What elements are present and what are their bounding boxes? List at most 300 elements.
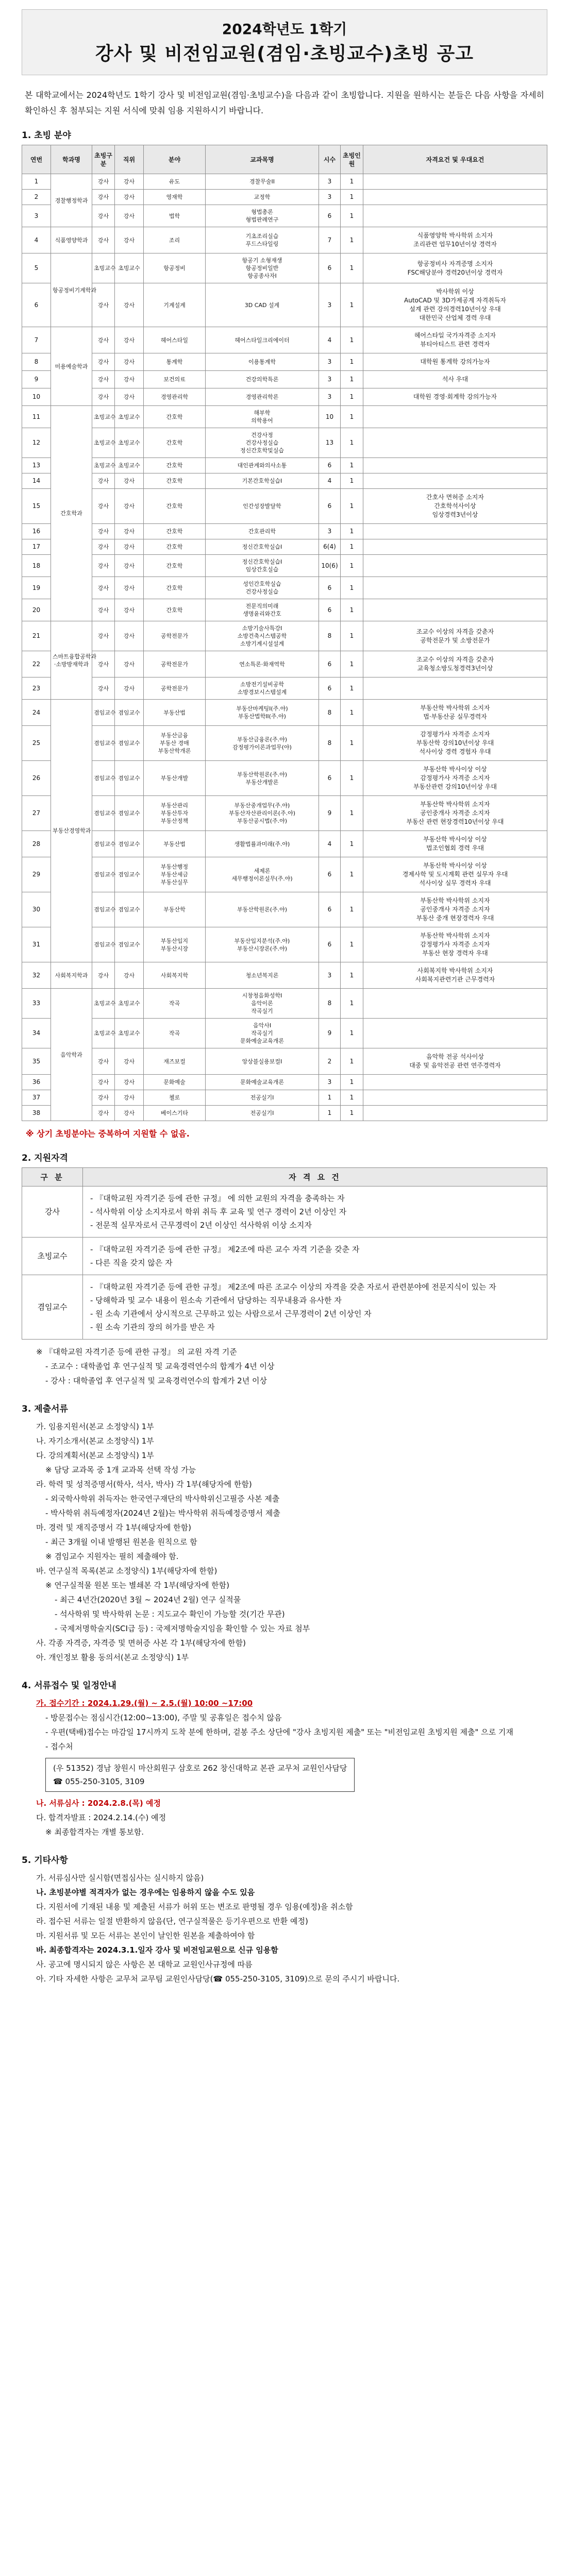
position-row — [22, 621, 547, 651]
position-no: 25 — [22, 726, 51, 761]
position-hours: 3 — [319, 371, 341, 388]
position-type: 강사 — [92, 524, 115, 539]
eligibility-type: 초빙교수 — [22, 1238, 83, 1275]
position-count: 1 — [341, 428, 363, 458]
position-hours: 3 — [319, 174, 341, 190]
position-hours: 3 — [319, 962, 341, 989]
position-row — [22, 190, 547, 205]
position-type: 초빙교수 — [92, 406, 115, 428]
position-rank: 강사 — [115, 1048, 144, 1075]
position-qualification — [363, 174, 547, 190]
document-item: 아. 개인정보 활용 동의서(본교 소정양식) 1부 — [36, 1653, 189, 1662]
position-type: 강사 — [92, 473, 115, 489]
col-position: 직위 — [115, 145, 144, 174]
eligibility-note: - 강사 : 대학졸업 후 연구실적 및 교육경력연수의 합계가 2년 이상 — [45, 1376, 267, 1385]
position-no: 3 — [22, 205, 51, 227]
position-field: 부동산관리 부동산투자 부동산정책 — [144, 796, 206, 831]
position-type: 강사 — [92, 651, 115, 677]
positions-body — [22, 174, 547, 1121]
etc-item: 아. 기타 자세한 사항은 교무처 교무팀 교원인사담당(☎ 055-250-3105, 3109)으로 문의 주시기 바랍니다. — [36, 1974, 400, 1984]
position-hours: 4 — [319, 473, 341, 489]
position-no: 19 — [22, 577, 51, 599]
position-subject: 경찰무술II — [206, 174, 319, 190]
position-no: 20 — [22, 599, 51, 621]
etc-item: 사. 공고에 명시되지 않은 사항은 본 대학교 교원인사규정에 따름 — [36, 1960, 253, 1969]
position-qualification — [363, 1019, 547, 1048]
position-row — [22, 796, 547, 831]
position-row — [22, 1106, 547, 1121]
position-no: 35 — [22, 1048, 51, 1075]
document-item: - 최근 3개월 이내 발행된 원본을 원칙으로 함 — [45, 1537, 197, 1547]
position-rank: 강사 — [115, 353, 144, 371]
position-hours: 1 — [319, 1090, 341, 1106]
position-field: 간호학 — [144, 599, 206, 621]
position-qualification: 부동산학 박사이상 이상 감정평가사 자격증 소지자 부동산관련 강의10년이상 우대 — [363, 761, 547, 796]
position-field: 부동산입지 부동산시장 — [144, 927, 206, 962]
position-qualification — [363, 428, 547, 458]
phone-text: ☎ 055-250-3105, 3109 — [53, 1777, 145, 1786]
position-no: 21 — [22, 621, 51, 651]
schedule-after-items — [27, 1796, 542, 1839]
col-subject: 교과목명 — [206, 145, 319, 174]
position-row — [22, 458, 547, 473]
position-dept: 식품영양학과 — [51, 227, 92, 253]
position-row — [22, 283, 547, 327]
position-field: 부동산금융 부동산 경매 부동산학개론 — [144, 726, 206, 761]
position-count: 1 — [341, 539, 363, 555]
position-row — [22, 174, 547, 190]
position-qualification — [363, 989, 547, 1019]
position-hours: 6 — [319, 489, 341, 524]
position-subject: 부동산입지분석(주.야) 부동산시장론(주.야) — [206, 927, 319, 962]
position-field: 베이스기타 — [144, 1106, 206, 1121]
eligibility-type: 강사 — [22, 1187, 83, 1238]
eligibility-line: - 『대학교원 자격기준 등에 관한 규정』 에 의한 교원의 자격을 충족하는 자 — [90, 1194, 345, 1203]
etc-item: 나. 초빙분야별 적격자가 없는 경우에는 임용하지 않을 수도 있음 — [36, 1888, 255, 1897]
eligibility-col-type: 구 분 — [22, 1168, 83, 1187]
eligibility-row — [22, 1187, 547, 1238]
position-field: 간호학 — [144, 473, 206, 489]
position-row — [22, 555, 547, 577]
position-qualification: 헤어스타일 국가자격증 소지자 뷰티아티스트 관련 경력자 — [363, 327, 547, 353]
document-item: 라. 학력 및 성적증명서(학사, 석사, 박사) 각 1부(해당자에 한함) — [36, 1480, 252, 1489]
position-qualification — [363, 1106, 547, 1121]
position-count: 1 — [341, 761, 363, 796]
document-item: ※ 연구실적물 원본 또는 별쇄본 각 1부(해당자에 한함) — [45, 1581, 229, 1590]
position-qualification: 부동산학 박사학위 소지자 공인중개사 자격증 소지자 부동산 중개 현장경력자 우대 — [363, 892, 547, 927]
position-subject: 이용통계학 — [206, 353, 319, 371]
eligibility-line: - 다른 직을 갖지 않은 자 — [90, 1258, 173, 1267]
position-hours: 6 — [319, 205, 341, 227]
position-field: 부동산법 — [144, 700, 206, 726]
position-hours: 6 — [319, 892, 341, 927]
position-count: 1 — [341, 892, 363, 927]
position-no: 17 — [22, 539, 51, 555]
eligibility-requirements — [83, 1238, 547, 1275]
position-type: 강사 — [92, 489, 115, 524]
position-subject: 전공실기I — [206, 1090, 319, 1106]
position-field: 문화예술 — [144, 1075, 206, 1090]
position-type: 강사 — [92, 962, 115, 989]
position-field: 간호학 — [144, 524, 206, 539]
position-rank: 강사 — [115, 599, 144, 621]
position-subject: 기초조리실습 푸드스타일링 — [206, 227, 319, 253]
position-qualification — [363, 599, 547, 621]
position-hours: 8 — [319, 726, 341, 761]
position-type: 겸임교수 — [92, 700, 115, 726]
position-hours: 6 — [319, 599, 341, 621]
position-count: 1 — [341, 227, 363, 253]
position-hours: 8 — [319, 621, 341, 651]
position-qualification: 대학원 통계학 강의가능자 — [363, 353, 547, 371]
position-subject: 부동산마케팅I(주.야) 부동산법학II(주.야) — [206, 700, 319, 726]
position-no: 34 — [22, 1019, 51, 1048]
position-hours: 8 — [319, 700, 341, 726]
position-rank: 겸임교수 — [115, 700, 144, 726]
eligibility-line: - 『대학교원 자격기준 등에 관한 규정』 제2조에 따른 교수 자격 기준을 갖춘 자 — [90, 1245, 360, 1254]
position-count: 1 — [341, 857, 363, 892]
position-subject: 대인관계와의사소통 — [206, 458, 319, 473]
position-row — [22, 353, 547, 371]
position-rank: 강사 — [115, 677, 144, 700]
position-field: 부동산행정 부동산세금 부동산실무 — [144, 857, 206, 892]
position-no: 15 — [22, 489, 51, 524]
position-row — [22, 539, 547, 555]
position-rank: 초빙교수 — [115, 1019, 144, 1048]
document-item: ※ 담당 교과목 중 1개 교과목 선택 작성 가능 — [45, 1465, 196, 1475]
position-field: 유도 — [144, 174, 206, 190]
position-rank: 강사 — [115, 1090, 144, 1106]
position-rank: 초빙교수 — [115, 458, 144, 473]
documents-list — [27, 1419, 542, 1665]
position-hours: 9 — [319, 1019, 341, 1048]
position-row — [22, 388, 547, 406]
position-subject: 형법총론 형법판례연구 — [206, 205, 319, 227]
position-type: 강사 — [92, 1090, 115, 1106]
position-type: 강사 — [92, 227, 115, 253]
position-subject: 3D CAD 설계 — [206, 283, 319, 327]
col-no: 연번 — [22, 145, 51, 174]
position-row — [22, 700, 547, 726]
position-hours: 6 — [319, 927, 341, 962]
position-rank: 강사 — [115, 962, 144, 989]
position-rank: 겸임교수 — [115, 857, 144, 892]
position-qualification: 석사 우대 — [363, 371, 547, 388]
address-text: (우 51352) 경남 창원시 마산회원구 삼호로 262 창신대학교 본관 교무처 교원인사담당 — [53, 1764, 347, 1773]
position-type: 강사 — [92, 621, 115, 651]
title-box — [22, 9, 547, 75]
position-qualification — [363, 190, 547, 205]
position-no: 18 — [22, 555, 51, 577]
col-dept: 학과명 — [51, 145, 92, 174]
schedule-item: - 우편(택배)접수는 마감일 17시까지 도착 분에 한하며, 겉봉 주소 상단에 "강사 초빙지원 제출" 또는 "비전임교원 초빙지원 제출" 으로 기재 — [45, 1727, 513, 1737]
position-qualification: 조교수 이상의 자격을 갖춘자 교육청소방도청경력3년이상 — [363, 651, 547, 677]
position-rank: 강사 — [115, 1075, 144, 1090]
col-hours: 시수 — [319, 145, 341, 174]
position-field: 첼로 — [144, 1090, 206, 1106]
position-rank: 강사 — [115, 227, 144, 253]
position-dept: 경찰행정학과 — [51, 174, 92, 227]
position-count: 1 — [341, 831, 363, 857]
position-subject: 인간성장발달학 — [206, 489, 319, 524]
position-row — [22, 1075, 547, 1090]
position-count: 1 — [341, 205, 363, 227]
position-subject: 헤어스타일크리에이터 — [206, 327, 319, 353]
schedule-after-item: 나. 서류심사 : 2024.2.8.(목) 예정 — [36, 1799, 161, 1808]
position-no: 26 — [22, 761, 51, 796]
position-row — [22, 406, 547, 428]
position-qualification — [363, 406, 547, 428]
position-row — [22, 205, 547, 227]
position-dept: 항공정비기계학과 — [51, 253, 92, 327]
position-count: 1 — [341, 489, 363, 524]
position-qualification: 음악학 전공 석사이상 대중 및 음악전공 관련 연주경력자 — [363, 1048, 547, 1075]
eligibility-col-req: 자 격 요 건 — [83, 1168, 547, 1187]
eligibility-line: - 당해학과 및 교수 내용이 원소속 기관에서 담당하는 직무내용과 유사한 자 — [90, 1296, 342, 1305]
position-qualification — [363, 524, 547, 539]
position-count: 1 — [341, 353, 363, 371]
position-rank: 강사 — [115, 388, 144, 406]
document-item: - 국제저명학술지(SCI급 등) : 국제저명학술지임을 확인할 수 있는 자료 첨부 — [55, 1624, 310, 1633]
eligibility-note: ※ 『대학교원 자격기준 등에 관한 규정』 의 교원 자격 기준 — [36, 1347, 237, 1357]
position-field: 보건의료 — [144, 371, 206, 388]
position-rank: 겸임교수 — [115, 892, 144, 927]
position-hours: 6 — [319, 677, 341, 700]
eligibility-table — [22, 1167, 547, 1340]
position-qualification: 부동산학 박사이상 이상 경제사학 및 도시계획 관련 실무자 우대 석사이상 실무 경력자 우대 — [363, 857, 547, 892]
position-subject: 경영관리학론 — [206, 388, 319, 406]
position-count: 1 — [341, 371, 363, 388]
position-hours: 3 — [319, 283, 341, 327]
document-item: ※ 겸임교수 지원자는 필히 제출해야 함. — [45, 1552, 179, 1561]
position-type: 강사 — [92, 283, 115, 327]
position-row — [22, 927, 547, 962]
position-qualification: 부동산학 박사학위 소지자 공인중개사 자격증 소지자 부동산 관련 현장경력10년이상 우대 — [363, 796, 547, 831]
position-hours: 3 — [319, 190, 341, 205]
application-period: 가. 접수기간 : 2024.1.29.(월) ~ 2.5.(월) 10:00 ~17:00 — [36, 1699, 253, 1708]
position-subject: 생활법률과미래(주.야) — [206, 831, 319, 857]
position-subject: 기본간호학실습I — [206, 473, 319, 489]
position-row — [22, 962, 547, 989]
position-rank: 강사 — [115, 174, 144, 190]
position-field: 경영관리학 — [144, 388, 206, 406]
position-subject: 음악사I 작곡실기 문화예술교육개론 — [206, 1019, 319, 1048]
position-no: 16 — [22, 524, 51, 539]
position-field: 헤어스타일 — [144, 327, 206, 353]
position-dept: 간호학과 — [51, 406, 92, 621]
position-row — [22, 892, 547, 927]
position-subject: 전공실기I — [206, 1106, 319, 1121]
positions-table — [22, 145, 547, 1121]
position-no: 29 — [22, 857, 51, 892]
etc-item: 바. 최종합격자는 2024.3.1.일자 강사 및 비전임교원으로 신규 임용함 — [36, 1945, 278, 1955]
section-schedule-title: 4. 서류접수 및 일정안내 — [22, 1681, 116, 1691]
title-main: 강사 및 비전임교원(겸임·초빙교수)초빙 공고 — [95, 43, 474, 64]
document-item: 다. 강의계획서(본교 소정양식) 1부 — [36, 1451, 154, 1460]
position-field: 간호학 — [144, 428, 206, 458]
position-type: 강사 — [92, 353, 115, 371]
position-count: 1 — [341, 651, 363, 677]
position-count: 1 — [341, 1106, 363, 1121]
position-qualification — [363, 458, 547, 473]
position-type: 강사 — [92, 371, 115, 388]
position-subject: 소방기술사특강I 소방건축시스템공학 소방기계시설설계 — [206, 621, 319, 651]
position-no: 8 — [22, 353, 51, 371]
position-row — [22, 1090, 547, 1106]
document-item: 사. 각종 자격증, 자격증 및 면허증 사본 각 1부(해당자에 한함) — [36, 1638, 246, 1648]
position-no: 14 — [22, 473, 51, 489]
position-row — [22, 651, 547, 677]
position-hours: 6 — [319, 458, 341, 473]
position-hours: 8 — [319, 989, 341, 1019]
position-hours: 7 — [319, 227, 341, 253]
position-no: 13 — [22, 458, 51, 473]
position-rank: 초빙교수 — [115, 406, 144, 428]
position-field: 간호학 — [144, 539, 206, 555]
position-count: 1 — [341, 677, 363, 700]
position-no: 1 — [22, 174, 51, 190]
position-count: 1 — [341, 1090, 363, 1106]
schedule-after-item: ※ 최종합격자는 개별 통보함. — [45, 1827, 144, 1837]
position-type: 겸임교수 — [92, 761, 115, 796]
position-count: 1 — [341, 174, 363, 190]
position-no: 12 — [22, 428, 51, 458]
position-subject: 세제론 세무행정이론실무(주.야) — [206, 857, 319, 892]
position-qualification: 간호사 면허증 소지자 간호학석사이상 임상경력3년이상 — [363, 489, 547, 524]
position-subject: 해부학 의학용어 — [206, 406, 319, 428]
position-rank: 강사 — [115, 1106, 144, 1121]
section-positions-title: 1. 초빙 분야 — [22, 130, 71, 141]
position-field: 작곡 — [144, 1019, 206, 1048]
position-field: 사회복지학 — [144, 962, 206, 989]
position-hours: 2 — [319, 1048, 341, 1075]
position-no: 31 — [22, 927, 51, 962]
position-subject: 소방전기설비공학 소방경보시스템설계 — [206, 677, 319, 700]
position-qualification: 조교수 이상의 자격을 갖춘자 공학전문가 및 소방전문가 — [363, 621, 547, 651]
position-hours: 3 — [319, 353, 341, 371]
position-type: 초빙교수 — [92, 1019, 115, 1048]
position-type: 강사 — [92, 327, 115, 353]
position-hours: 6(4) — [319, 539, 341, 555]
position-count: 1 — [341, 1075, 363, 1090]
position-field: 간호학 — [144, 555, 206, 577]
position-type: 겸임교수 — [92, 857, 115, 892]
position-hours: 6 — [319, 651, 341, 677]
position-subject: 항공기 소형재생 항공정비일반 항공종사자I — [206, 253, 319, 283]
position-rank: 겸임교수 — [115, 726, 144, 761]
position-hours: 10 — [319, 406, 341, 428]
position-field: 간호학 — [144, 489, 206, 524]
document-item: 마. 경력 및 재직증명서 각 1부(해당자에 한함) — [36, 1523, 191, 1532]
document-item: - 석사학위 및 박사학위 논문 : 지도교수 확인이 가능할 것(기간 무관) — [55, 1609, 285, 1619]
position-type: 강사 — [92, 174, 115, 190]
position-field: 간호학 — [144, 406, 206, 428]
position-row — [22, 428, 547, 458]
position-qualification: 부동산학 박사학위 소지자 감정평가사 자격증 소지자 부동산 현장 경력자 우대 — [363, 927, 547, 962]
position-row — [22, 227, 547, 253]
position-subject: 부동산학원론(주.야) 부동산개발론 — [206, 761, 319, 796]
position-hours: 6 — [319, 857, 341, 892]
position-subject: 간호관리학 — [206, 524, 319, 539]
eligibility-line: - 석사학위 이상 소지자로서 학위 취득 후 교육 및 연구 경력이 2년 이상인 자 — [90, 1207, 347, 1216]
position-subject: 문화예술교육개론 — [206, 1075, 319, 1090]
document-item: 바. 연구실적 목록(본교 소정양식) 1부(해당자에 한함) — [36, 1566, 217, 1575]
position-row — [22, 599, 547, 621]
position-type: 강사 — [92, 388, 115, 406]
position-rank: 강사 — [115, 190, 144, 205]
position-subject: 건강사정 건강사정실습 정신간호학및실습 — [206, 428, 319, 458]
position-field: 조리 — [144, 227, 206, 253]
position-no: 27 — [22, 796, 51, 831]
position-rank: 겸임교수 — [115, 831, 144, 857]
schedule-after-item: 다. 합격자발표 : 2024.2.14.(수) 예정 — [36, 1813, 166, 1822]
position-rank: 초빙교수 — [115, 989, 144, 1019]
position-row — [22, 524, 547, 539]
position-no: 4 — [22, 227, 51, 253]
position-count: 1 — [341, 621, 363, 651]
position-row — [22, 1019, 547, 1048]
position-row — [22, 857, 547, 892]
position-count: 1 — [341, 473, 363, 489]
position-subject: 전문직의미래 생명윤리와간호 — [206, 599, 319, 621]
position-no: 23 — [22, 677, 51, 700]
etc-list — [27, 1871, 542, 1986]
position-rank: 초빙교수 — [115, 253, 144, 283]
section-etc-title: 5. 기타사항 — [22, 1855, 68, 1866]
position-count: 1 — [341, 700, 363, 726]
position-field: 법학 — [144, 205, 206, 227]
position-row — [22, 253, 547, 283]
position-type: 초빙교수 — [92, 458, 115, 473]
position-row — [22, 677, 547, 700]
position-count: 1 — [341, 555, 363, 577]
position-count: 1 — [341, 406, 363, 428]
position-rank: 강사 — [115, 473, 144, 489]
etc-item: 가. 서류심사만 실시함(면접심사는 실시하지 않음) — [36, 1873, 204, 1883]
position-row — [22, 989, 547, 1019]
col-type: 초빙구분 — [92, 145, 115, 174]
position-hours: 6 — [319, 577, 341, 599]
eligibility-body — [22, 1187, 547, 1340]
eligibility-line: - 원 소속 기관에서 상시적으로 근무하고 있는 사람으로서 근무경력이 2년 이상인 자 — [90, 1309, 372, 1318]
position-field: 작곡 — [144, 989, 206, 1019]
position-qualification: 부동산학 박사이상 이상 법조인협회 경력 우대 — [363, 831, 547, 857]
position-count: 1 — [341, 989, 363, 1019]
position-hours: 3 — [319, 524, 341, 539]
position-rank: 겸임교수 — [115, 796, 144, 831]
position-no: 28 — [22, 831, 51, 857]
position-subject: 청소년복지론 — [206, 962, 319, 989]
position-count: 1 — [341, 726, 363, 761]
position-hours: 6 — [319, 761, 341, 796]
position-count: 1 — [341, 458, 363, 473]
duplicate-warning: ※ 상기 초빙분야는 중복하여 지원할 수 없음. — [26, 1129, 190, 1139]
position-field: 공학전문가 — [144, 621, 206, 651]
position-qualification — [363, 539, 547, 555]
schedule-items — [27, 1710, 542, 1754]
position-rank: 강사 — [115, 283, 144, 327]
eligibility-note: - 조교수 : 대학졸업 후 연구실적 및 교육경력연수의 합계가 4년 이상 — [45, 1362, 275, 1371]
etc-item: 다. 지원서에 기재된 내용 및 제출된 서류가 허위 또는 변조로 판명될 경우 임용(예정)을 취소함 — [36, 1902, 353, 1911]
position-hours: 3 — [319, 388, 341, 406]
position-subject: 부동산금융론(주.야) 감정평가이론과업무(야) — [206, 726, 319, 761]
position-no: 5 — [22, 253, 51, 283]
position-rank: 강사 — [115, 327, 144, 353]
position-field: 공학전문가 — [144, 677, 206, 700]
position-qualification: 감정평가사 자격증 소지자 부동산학 강의10년이상 우대 석사이상 경력 경험자 우대 — [363, 726, 547, 761]
position-type: 강사 — [92, 1048, 115, 1075]
position-type: 강사 — [92, 599, 115, 621]
